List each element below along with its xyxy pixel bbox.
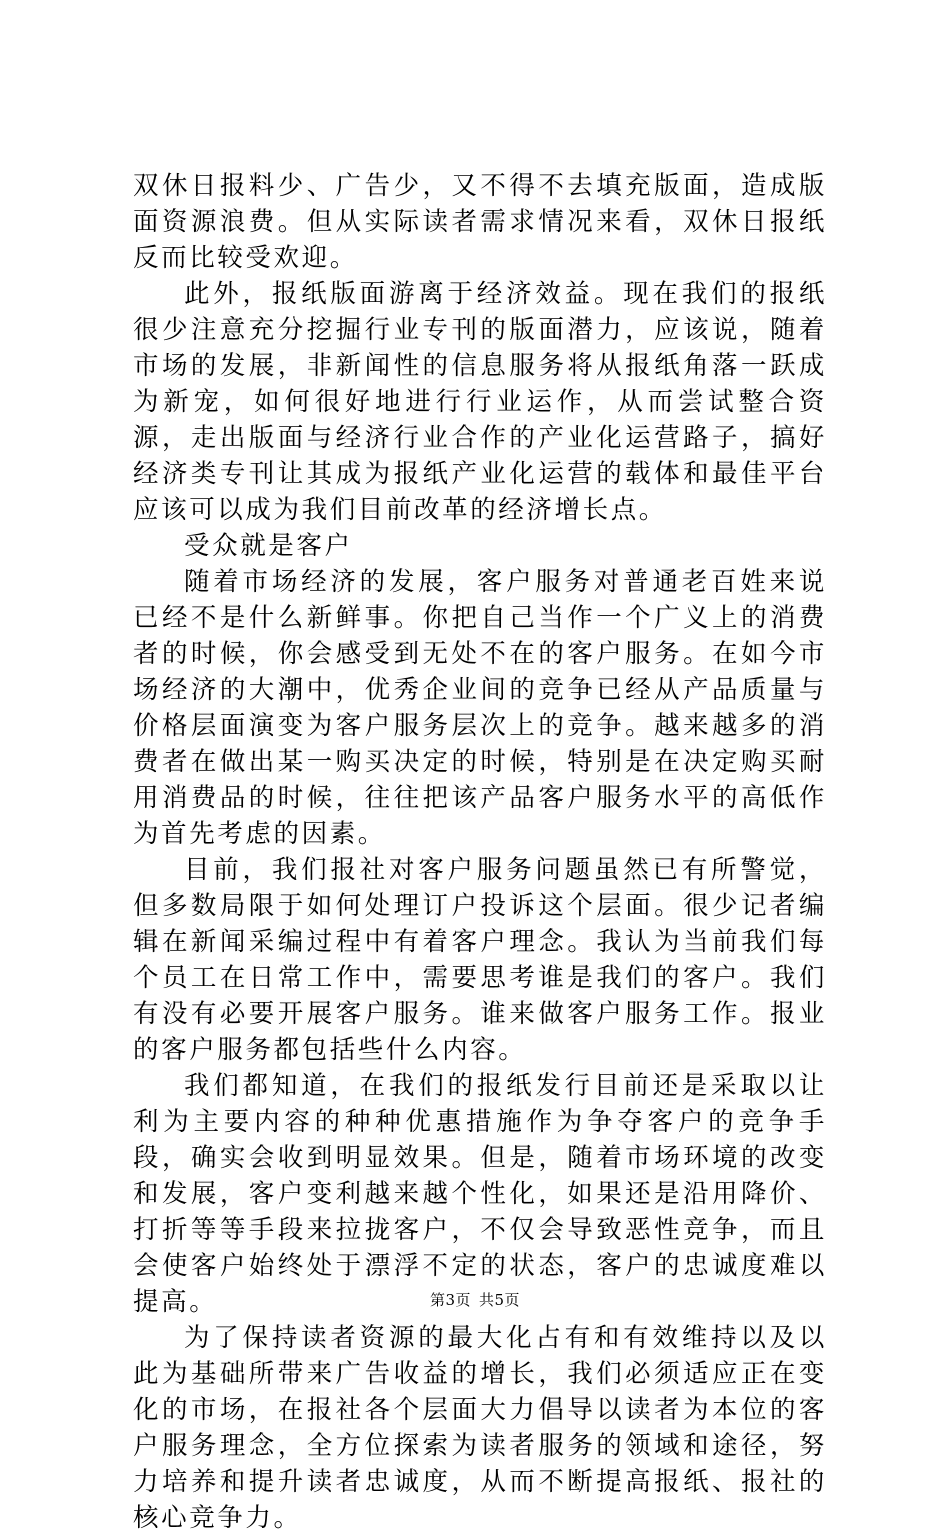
section-heading: 受众就是客户 [184, 531, 353, 561]
paragraph: 我们都知道，在我们的报纸发行目前还是采取以让利为主要内容的种种优惠措施作为争夺客户的竞争手段，确实会收到明显效果。但是，随着市场环境的改变和发展，客户变利越来越个性化，如果还是沿用降价、打折等等手段来拉拢客户，不仅会导致恶性竞争，而且会使客户始终处于漂浮不定的状态，客户的忠诚度难以提高。 [133, 1071, 827, 1317]
paragraph: 随着市场经济的发展，客户服务对普通老百姓来说已经不是什么新鲜事。你把自己当作一个广义上的消费者的时候，你会感受到无处不在的客户服务。在如今市场经济的大潮中，优秀企业间的竞争已经从产品质量与价格层面演变为客户服务层次上的竞争。越来越多的消费者在做出某一购买决定的时候，特别是在决定购买耐用消费品的时候，往往把该产品客户服务水平的高低作为首先考虑的因素。 [133, 567, 827, 849]
paragraph: 为了保持读者资源的最大化占有和有效维持以及以此为基础所带来广告收益的增长，我们必须适应正在变化的市场，在报社各个层面大力倡导以读者为本位的客户服务理念，全方位探索为读者服务的领域和途径，努力培养和提升读者忠诚度，从而不断提高报纸、报社的核心竞争力。 [133, 1323, 827, 1533]
paragraph-continuation: 双休日报料少、广告少，又不得不去填充版面，造成版面资源浪费。但从实际读者需求情况来看，双休日报纸反而比较受欢迎。 [133, 171, 827, 273]
page-footer [0, 1290, 950, 1310]
document-body [133, 168, 827, 1536]
page-number: 第3页 [429, 1291, 471, 1309]
paragraph: 此外，报纸版面游离于经济效益。现在我们的报纸很少注意充分挖掘行业专刊的版面潜力，应该说，随着市场的发展，非新闻性的信息服务将从报纸角落一跃成为新宠，如何很好地进行行业运作，从而尝试整合资源，走出版面与经济行业合作的产业化运营路子，搞好经济类专刊让其成为报纸产业化运营的载体和最佳平台应该可以成为我们目前改革的经济增长点。 [133, 279, 827, 525]
paragraph: 目前，我们报社对客户服务问题虽然已有所警觉，但多数局限于如何处理订户投诉这个层面。很少记者编辑在新闻采编过程中有着客户理念。我认为当前我们每个员工在日常工作中，需要思考谁是我们的客户。我们有没有必要开展客户服务。谁来做客户服务工作。报业的客户服务都包括些什么内容。 [133, 855, 827, 1065]
page-total: 共5页 [479, 1291, 521, 1309]
